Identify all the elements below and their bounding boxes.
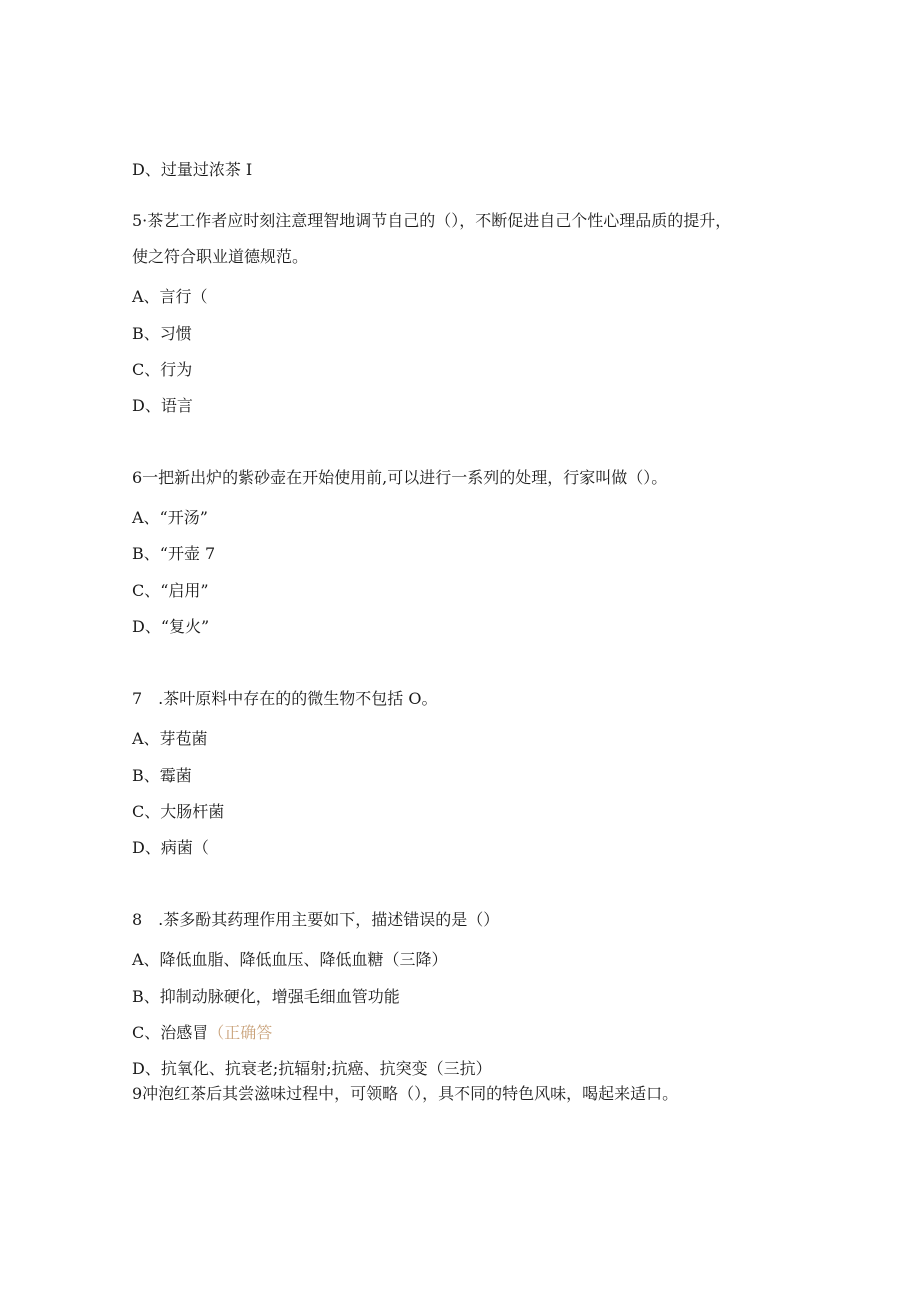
- line-q4-option-d: D、过量过浓茶 I: [132, 160, 253, 179]
- question-6: 6一把新出炉的紫砂壶在开始使用前,可以进行一系列的处理，行家叫做（）。: [132, 468, 668, 487]
- q5-option-b: B、习惯: [132, 324, 192, 343]
- q6-option-a: A、“开汤”: [132, 508, 208, 527]
- q8-option-c-answer-hint: （正确答: [208, 1023, 273, 1042]
- q7-option-c: C、大肠杆菌: [132, 802, 225, 821]
- q7-option-a: A、芽苞菌: [132, 729, 208, 748]
- q7-option-b: B、霉菌: [132, 766, 192, 785]
- q8-option-b: B、抑制动脉硬化，增强毛细血管功能: [132, 987, 400, 1006]
- q8-option-c: [132, 1023, 272, 1043]
- q7-option-d: D、病菌（: [132, 838, 209, 857]
- q6-option-b: B、“开壶 7: [132, 544, 216, 563]
- q8-option-a: A、降低血脂、降低血压、降低血糖（三降）: [132, 950, 448, 969]
- question-7: 7 .茶叶原料中存在的的微生物不包括 O。: [132, 689, 438, 708]
- q6-option-d: D、“复火”: [132, 617, 210, 636]
- q6-option-c: C、“启用”: [132, 581, 209, 600]
- q8-option-c-text: C、治感冒: [132, 1023, 209, 1042]
- q8-option-d: D、抗氧化、抗衰老;抗辐射;抗癌、抗突变（三抗）: [132, 1059, 492, 1078]
- q5-option-a: A、言行（: [132, 287, 208, 306]
- question-9: 9冲泡红茶后其尝滋味过程中，可领略（），具不同的特色风味，喝起来适口。: [132, 1084, 679, 1103]
- q5-option-d: D、语言: [132, 396, 193, 415]
- question-8: 8 .茶多酚其药理作用主要如下，描述错误的是（）: [132, 910, 500, 929]
- q5-option-c: C、行为: [132, 360, 193, 379]
- question-5: 5·茶艺工作者应时刻注意理智地调节自己的（），不断促进自己个性心理品质的提升，: [132, 211, 732, 230]
- question-5-continued: 使之符合职业道德规范。: [132, 247, 309, 266]
